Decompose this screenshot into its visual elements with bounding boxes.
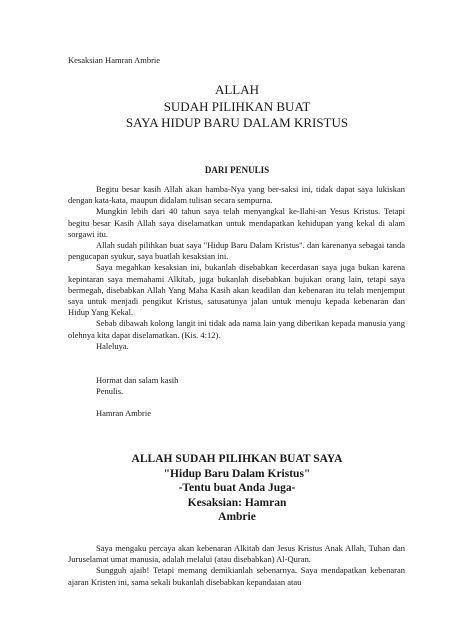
- main-title-line-2: SUDAH PILIHKAN BUAT: [163, 98, 311, 114]
- paragraph: Saya megahkan kesaksian ini, bukanlah disebabkan kecerdasan saya juga bukan karena kepintaran saya memahami Alkitab, juga bukanlah disebabkan bujukan orang lain, tetapi saya bermegah, disebabkan Allah Yang Maha Kasih akan keadilan dan kebenaran itu telah menjemput saya untuk menjadi pengikut Kristus, satusatunya jalan untuk menuju kepada kebenaran dan Hidup Yang Kekal.: [68, 262, 405, 318]
- paragraph: Haleluya.: [96, 340, 129, 351]
- signature-greeting: Hormat dan salam kasih: [96, 375, 179, 385]
- second-title: [0, 452, 474, 525]
- author-header: Kesaksian Hamran Ambrie: [68, 55, 161, 65]
- body-text: [68, 184, 405, 352]
- second-title-line-3: -Tentu buat Anda Juga-: [178, 482, 296, 494]
- signature-role: Penulis.: [96, 386, 124, 397]
- second-title-line-2: "Hidup Baru Dalam Kristus": [163, 467, 311, 480]
- paragraph: Sebab dibawah kolong langit ini tidak ada nama lain yang diberikan kepada manusia yang olehnya kita dapat diselamatkan. (Kis. 4:12).: [68, 318, 405, 340]
- paragraph: Allah sudah pilihkan buat saya "Hidup Baru Dalam Kristus". dan karenanya sebagai tanda pengucapan syukur, saya buatlah kesaksian ini.: [68, 240, 405, 262]
- main-title: [0, 82, 474, 132]
- paragraph: Sungguh ajaib! Tetapi memang demikianlah sebenarnya. Saya mendapatkan kebenaran ajaran Kristen ini, sama sekali bukanlah disebabkan kepandaian atau: [68, 565, 405, 587]
- signature-name: Hamran Ambrie: [96, 408, 151, 419]
- signature-block: [96, 375, 178, 420]
- paragraph: Mungkin lebih dari 40 tahun saya telah menyangkal ke-Ilahi-an Yesus Kristus. Tetapi begitu besar Kasih Allah saya diselamatkan untuk mendapatkan kehidupan yang kekal di alam sorgawi itu.: [68, 206, 405, 239]
- paragraph: Saya mengaku percaya akan kebenaran Alkitab dan Jesus Kristus Anak Allah, Tuhan dan Juruselamat umat manusia, adalah melalui (atau disebabkan) Al-Quran.: [68, 543, 405, 565]
- section-heading: DARI PENULIS: [204, 165, 270, 175]
- second-title-line-1: ALLAH SUDAH PILIHKAN BUAT SAYA: [131, 453, 343, 465]
- second-title-line-4: Kesaksian: Hamran: [187, 496, 287, 509]
- main-title-line-1: ALLAH: [214, 82, 260, 97]
- second-title-line-5: Ambrie: [218, 511, 256, 523]
- paragraph: Begitu besar kasih Allah akan hamba-Nya yang ber-saksi ini, tidak dapat saya lukiskan dengan kata-kata, maupun didalam tulisan secara sempurna.: [68, 184, 405, 206]
- main-title-line-3: SAYA HIDUP BARU DALAM KRISTUS: [125, 115, 349, 130]
- second-body-text: [68, 543, 405, 588]
